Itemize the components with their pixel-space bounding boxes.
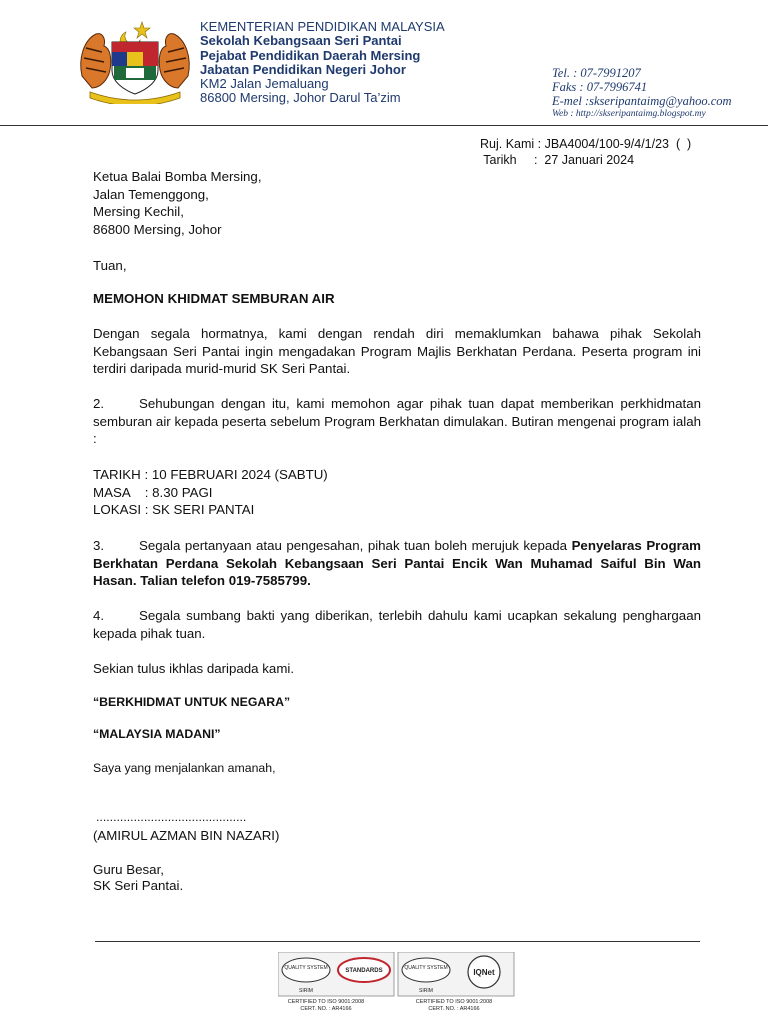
slogan-1: “BERKHIDMAT UNTUK NEGARA” [93,695,291,709]
cert-2-line-1: CERTIFIED TO ISO 9001:2008 [415,999,493,1005]
salutation: Tuan, [93,258,127,273]
telephone: Tel. : 07-7991207 [552,66,641,80]
recipient-address [93,168,701,238]
contact-info [552,67,732,122]
badge-3-sirim: SIRIM [419,988,433,994]
program-details [93,466,701,519]
signatory-organisation: SK Seri Pantai. [93,878,184,893]
paragraph-2 [93,395,701,448]
signature-line: ............................................ [96,810,247,824]
paragraph-4 [93,607,701,642]
website: Web : http://skseripantaimg.blogspot.my [552,109,706,120]
district-office: Pejabat Pendidikan Daerah Mersing [200,47,421,63]
paragraph-3 [93,537,701,590]
closing-line: Sekian tulus ikhlas daripada kami. [93,661,295,676]
letter-date: Tarikh : 27 Januari 2024 [480,153,635,167]
recipient-line-3: Mersing Kechil, [93,204,184,219]
footer-divider [95,941,700,942]
fax: Faks : 07-7996741 [552,79,648,94]
program-time: MASA : 8.30 PAGI [93,484,213,500]
paragraph-3-contact: Penyelaras Program Berkhatan Perdana Sekolah Kebangsaan Seri Pantai Encik Wan Muhamad Saiful Bin Wan Hasan. Talian telefon 019-7585799. [93,538,701,588]
letter-subject: MEMOHON KHIDMAT SEMBURAN AIR [93,291,335,306]
signatory-name: (AMIRUL AZMAN BIN NAZARI) [93,828,280,843]
badge-2-text: STANDARDS [345,968,383,974]
badge-3-text: QUALITY SYSTEM [404,965,448,971]
badge-1-sirim: SIRIM [299,988,313,994]
iso-certification-badges [278,952,548,1012]
paragraph-1: Dengan segala hormatnya, kami dengan rendah diri memaklumkan bahawa pihak Sekolah Kebangsaan Seri Pantai ingin mengadakan Program Majlis Berkhatan Perdana. Peserta program ini terdiri daripada murid-murid SK Seri Pantai. [93,326,701,376]
slogan-2: “MALAYSIA MADANI” [93,727,221,741]
reference-block [480,136,691,168]
recipient-line-2: Jalan Temenggong, [93,186,209,202]
organisation-header [200,20,445,106]
badge-1-text: QUALITY SYSTEM [284,965,328,971]
paragraph-3-number: 3. [93,538,105,553]
coat-of-arms-logo [76,18,194,104]
paragraph-4-number: 4. [93,608,105,623]
cert-1-line-1: CERTIFIED TO ISO 9001:2008 [287,999,365,1005]
reference-number: Ruj. Kami : JBA4004/100-9/4/1/23 ( ) [480,137,692,151]
email: E-mel :skseripantaimg@yahoo.com [552,93,732,108]
badge-4-text: IQNet [473,968,495,977]
header-divider [0,125,768,126]
recipient-line-4: 86800 Mersing, Johor [93,221,222,237]
ministry-name: KEMENTERIAN PENDIDIKAN MALAYSIA [200,19,445,34]
paragraph-4-text: Segala sumbang bakti yang diberikan, terlebih dahulu kami ucapkan sekalung penghargaan kepada pihak tuan. [93,608,701,641]
paragraph-2-text: Sehubungan dengan itu, kami memohon agar pihak tuan dapat memberikan perkhidmatan semburan air kepada peserta sebelum Program Berkhatan dimulakan. Butiran mengenai program ialah : [93,396,701,446]
signatory-title-block [93,862,701,894]
trust-line: Saya yang menjalankan amanah, [93,761,276,775]
cert-2-line-2: CERT. NO. : AR4166 [428,1006,480,1012]
address-line-2: 86800 Mersing, Johor Darul Ta’zim [200,90,401,106]
paragraph-2-number: 2. [93,396,105,411]
cert-1-line-2: CERT. NO. : AR4166 [300,1006,352,1012]
program-date: TARIKH : 10 FEBRUARI 2024 (SABTU) [93,467,328,482]
state-department: Jabatan Pendidikan Negeri Johor [200,61,406,77]
program-location: LOKASI : SK SERI PANTAI [93,502,255,517]
signatory-title: Guru Besar, [93,862,164,877]
address-line-1: KM2 Jalan Jemaluang [200,76,329,92]
recipient-line-1: Ketua Balai Bomba Mersing, [93,169,262,184]
school-name: Sekolah Kebangsaan Seri Pantai [200,33,402,49]
paragraph-3-text: Segala pertanyaan atau pengesahan, pihak tuan boleh merujuk kepada [139,538,572,553]
